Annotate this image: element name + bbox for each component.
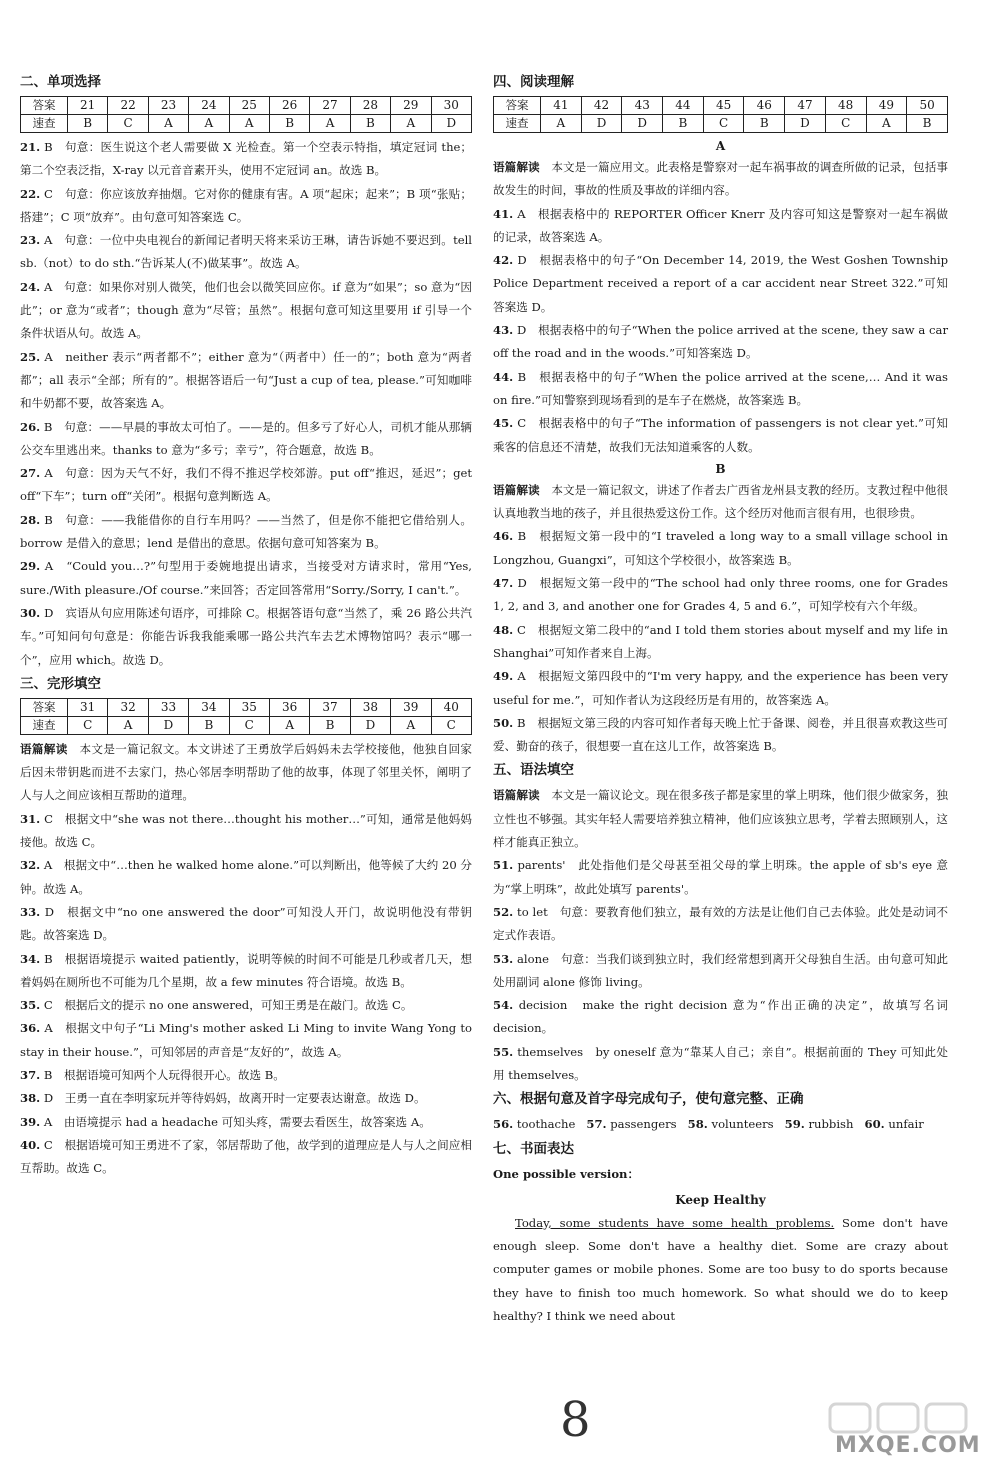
answer-item: 47. D 根据短文第一段中的“The school had only three rooms, one for Grades 1, 2, and 3, and another one for Grades 4, 5 and 6.”，可知学校有六个年级。 <box>493 576 948 614</box>
answer-item: 30. D 宾语从句应用陈述句语序，可排除 C。根据答语句意“当然了，乘 26 路公共汽车。”可知问句句意是：你能告诉我我能乘哪一路公共汽车去艺术博物馆吗？表示“哪一个”，应用 which。故选 D。 <box>20 605 473 667</box>
q-num: 42 <box>581 97 622 115</box>
answer-item: 29. A “Could you…?”句型用于委婉地提出请求，当接受对方请求时，常用“Yes, sure./With pleasure./Of course.”来回答；否定回答常用“Sorry./Sorry, I can't.”。 <box>20 559 472 597</box>
passage-analysis: 语篇解读 本文是一篇议论文。现在很多孩子都是家里的掌上明珠，他们很少做家务，独立性也不够强。其实年轻人需要培养独立精神，他们应该独立思考，学着去照顾别人，这样才能真正独立。 <box>493 788 948 850</box>
q-num: 48 <box>825 97 866 115</box>
q-answer: C <box>431 716 471 734</box>
passage-analysis: 语篇解读 本文是一篇记叙文。本文讲述了王勇放学后妈妈未去学校接他，他独自回家后因未带钥匙而进不去家门，热心邻居李明帮助了他的故事，体现了邻里关怀，阐明了人与人之间应该相互帮助的道理。 <box>20 741 472 803</box>
version-label: One possible version： <box>493 1166 640 1181</box>
part-a-heading: A <box>715 139 726 153</box>
answer-item: 52. to let 句意：要教育他们独立，最有效的方法是让他们自己去体验。此处是动词不定式作表语。 <box>493 904 949 943</box>
answer-item: 42. D 根据表格中的句子“On December 14, 2019, the West Goshen Township Police Department received a report of a car accident near Street 322.”可知答案选 D。 <box>493 253 948 314</box>
q-num: 46 <box>744 97 785 115</box>
right-column <box>493 72 948 1328</box>
answer-item: 21. B 句意：医生说这个老人需要做 X 光检查。第一个空表示特指，填定冠词 the；第二个空表泛指，X-ray 以元音音素开头，使用不定冠词 an。故选 B。 <box>20 140 473 178</box>
q-num: 24 <box>189 97 229 115</box>
answer-item: 40. C 根据语境可知王勇进不了家，邻居帮助了他，故学到的道理应是人与人之间应相互帮助。故选 C。 <box>20 1137 473 1176</box>
q-num: 31 <box>68 698 108 716</box>
q-num: 39 <box>391 698 431 716</box>
q-num: 30 <box>431 97 471 115</box>
answer-item: 45. C 根据表格中的句子“The information of passengers is not clear yet.”可知乘客的信息还不清楚，故我们无法知道乘客的人数。 <box>493 416 949 454</box>
essay-title: Keep Healthy <box>675 1192 766 1207</box>
q-answer: C <box>68 716 108 734</box>
q-answer: A <box>391 716 431 734</box>
answer-item: 41. A 根据表格中的 REPORTER Officer Knerr 及内容可知这是警察对一起车祸做的记录，故答案选 A。 <box>493 206 948 244</box>
q-answer: C <box>229 716 269 734</box>
answer-item: 24. A 句意：如果你对别人微笑，他们也会以微笑回应你。if 意为“如果”；so 意为“因此”；or 意为“或者”；though 意为“尽管；虽然”。根据句意可知这里要用 if 引导一个条件状语从句。故选 A。 <box>20 279 472 341</box>
answer-item: 23. A 句意：一位中央电视台的新闻记者明天将来采访王琳，请告诉她不要迟到。tell sb.（not）to do sth.“告诉某人(不)做某事”。故选 A。 <box>20 233 473 271</box>
table-header: 答案 <box>21 698 68 716</box>
answer-item: 27. A 句意：因为天气不好，我们不得不推迟学校郊游。put off“推迟，延迟”；get off“下车”；turn off“关闭”。根据句意判断选 A。 <box>20 466 473 504</box>
q-num: 49 <box>866 97 907 115</box>
answer-item: 34. B 根据语境提示 waited patiently，说明等候的时间不可能是几秒或者几天，想着妈妈在厕所也不可能为几个星期，故 a few minutes 符合语境。故选 B。 <box>20 951 472 989</box>
q-num: 38 <box>350 698 390 716</box>
answer-item: 31. C 根据文中“she was not there…thought his mother…”可知，通常是他妈妈接他。故选 C。 <box>20 811 472 850</box>
section-title-grammar: 五、语法填空 <box>493 762 574 779</box>
table-header: 答案 <box>21 97 68 115</box>
q-num: 34 <box>189 698 229 716</box>
table-header: 速查 <box>494 115 541 133</box>
q-answer: B <box>663 115 704 133</box>
passage-analysis: 语篇解读 本文是一篇记叙文，讲述了作者去广西省龙州县支教的经历。支教过程中他很认真地教当地的孩子，并且很热爱这份工作。这个经历对他而言很有用，也很珍贵。 <box>493 482 948 521</box>
q-num: 26 <box>269 97 309 115</box>
answer-table-41-50 <box>493 96 948 133</box>
answer-item: 55. themselves by oneself 意为“靠某人自己；亲自”。根据前面的 They 可知此处用 themselves。 <box>493 1044 948 1082</box>
answer-item: 49. A 根据短文第四段中的“I'm very happy, and the experience has been very useful for me.”，可知作者认为这段经历是有用的，故答案选 A。 <box>493 669 948 707</box>
q-answer: C <box>825 115 866 133</box>
answer-item: 33. D 根据文中“no one answered the door”可知没人开门，故说明他没有带钥匙。故答案选 D。 <box>20 904 473 943</box>
q-answer: A <box>229 115 269 133</box>
q-answer: B <box>350 115 390 133</box>
q-answer: A <box>866 115 907 133</box>
q-answer: D <box>785 115 826 133</box>
section-title-single-choice: 二、单项选择 <box>20 74 101 90</box>
q-answer: A <box>189 115 229 133</box>
passage-analysis: 语篇解读 本文是一篇应用文。此表格是警察对一起车祸事故的调查所做的记录，包括事故发生的时间，事故的性质及事故的详细内容。 <box>493 160 948 198</box>
answer-item: 32. A 根据文中“…then he walked home alone.”可以判断出，他等候了大约 20 分钟。故选 A。 <box>20 858 472 896</box>
q-num: 27 <box>310 97 350 115</box>
answer-item: 28. B 句意：——我能借你的自行车用吗？——当然了，但是你不能把它借给别人。borrow 是借入的意思；lend 是借出的意思。依据句意可知答案为 B。 <box>20 512 472 551</box>
q-num: 43 <box>622 97 663 115</box>
q-answer: B <box>310 716 350 734</box>
q-answer: A <box>391 115 431 133</box>
answer-table-21-30 <box>20 96 472 133</box>
answer-item: 51. parents' 此处指他们是父母甚至祖父母的掌上明珠。the apple of sb's eye 意为“掌上明珠”，故此处填写 parents'。 <box>493 858 948 896</box>
q-answer: B <box>68 115 108 133</box>
q-num: 32 <box>108 698 148 716</box>
q-num: 33 <box>148 698 188 716</box>
q-num: 28 <box>350 97 390 115</box>
q-num: 47 <box>785 97 826 115</box>
left-column <box>20 72 472 1180</box>
q-answer: A <box>541 115 582 133</box>
q-num: 29 <box>391 97 431 115</box>
section-title-reading: 四、阅读理解 <box>493 74 574 90</box>
q-answer: B <box>907 115 948 133</box>
section-title-fill-words: 六、根据句意及首字母完成句子，使句意完整、正确 <box>493 1091 804 1108</box>
section-title-writing: 七、书面表达 <box>493 1140 574 1157</box>
watermark-text: MXQE.COM <box>835 1433 981 1458</box>
q-answer: D <box>148 716 188 734</box>
answer-item: 39. A 由语境提示 had a headache 可知头疼，需要去看医生，故答案选 A。 <box>20 1114 431 1129</box>
q-num: 35 <box>229 698 269 716</box>
q-num: 25 <box>229 97 269 115</box>
table-header: 答案 <box>494 97 541 115</box>
table-header: 速查 <box>21 716 68 734</box>
q-answer: D <box>622 115 663 133</box>
q-answer: C <box>108 115 148 133</box>
q-answer: D <box>431 115 471 133</box>
q-answer: C <box>703 115 744 133</box>
q-answer: B <box>744 115 785 133</box>
q-num: 36 <box>269 698 309 716</box>
answer-item: 43. D 根据表格中的句子“When the police arrived at the scene, they saw a car off the road and in the woods.”可知答案选 D。 <box>493 323 948 361</box>
answer-item: 54. decision make the right decision 意为“作出正确的决定”，故填写名词 decision。 <box>493 998 948 1036</box>
answer-item: 44. B 根据表格中的句子“When the police arrived at the scene,… And it was on fire.”可知警察到现场看到的是车子在燃烧，故答案选 B。 <box>493 369 949 407</box>
q-answer: B <box>269 115 309 133</box>
q-num: 41 <box>541 97 582 115</box>
q-answer: D <box>581 115 622 133</box>
answer-item: 25. A neither 表示“两者都不”；either 意为“（两者中）任一的”；both 意为“两者都”；all 表示“全部；所有的”。根据答语后一句“Just a cup of tea, please.”可知咖啡和牛奶都不要，故答案选 A。 <box>20 349 472 411</box>
answer-item: 26. B 句意：——早晨的事故太可怕了。——是的。但多亏了好心人，司机才能从那辆公交车里逃出来。thanks to 意为“多亏；幸亏”，符合题意，故选 B。 <box>20 419 472 457</box>
fill-words-answers: 56. toothache 57. passengers 58. volunteers 59. rubbish 60. unfair <box>493 1117 924 1132</box>
answer-item: 36. A 根据文中句子“Li Ming's mother asked Li Ming to invite Wang Yong to stay in their house.”，可知邻居的声音是“友好的”，故选 A。 <box>20 1021 472 1059</box>
q-num: 44 <box>663 97 704 115</box>
table-header: 速查 <box>21 115 68 133</box>
q-answer: A <box>310 115 350 133</box>
q-num: 23 <box>148 97 188 115</box>
q-answer: D <box>350 716 390 734</box>
q-num: 45 <box>703 97 744 115</box>
answer-table-31-40 <box>20 698 472 735</box>
page-number: 8 <box>560 1392 591 1448</box>
section-title-cloze: 三、完形填空 <box>20 675 101 692</box>
q-num: 37 <box>310 698 350 716</box>
q-num: 22 <box>108 97 148 115</box>
answer-item: 46. B 根据短文第一段中的“I traveled a long way to a small village school in Longzhou, Guangxi”，可知这个学校很小，故答案选 B。 <box>493 529 948 567</box>
q-answer: B <box>189 716 229 734</box>
answer-item: 53. alone 句意：当我们谈到独立时，我们经常想到离开父母独自生活。由句意可知此处用副词 alone 修饰 living。 <box>493 951 949 989</box>
answer-item: 37. B 根据语境可知两个人玩得很开心。故选 B。 <box>20 1067 285 1082</box>
q-num: 40 <box>431 698 471 716</box>
essay-body: Today, some students have some health problems. Some don't have enough sleep. Some don't have a healthy diet. Some are crazy about computer games or mobile phones. Some are too busy to do sports because they have to finish too much homework. So what should we do to keep healthy? I think we need about <box>493 1215 948 1324</box>
q-num: 50 <box>907 97 948 115</box>
q-num: 21 <box>68 97 108 115</box>
answer-item: 35. C 根据后文的提示 no one answered，可知王勇是在敲门。故选 C。 <box>20 998 413 1013</box>
q-answer: A <box>108 716 148 734</box>
q-answer: A <box>269 716 309 734</box>
answer-item: 50. B 根据短文第三段的内容可知作者每天晚上忙于备课、阅卷，并且很喜欢教这些可爱、勤奋的孩子，很想要一直在这儿工作，故答案选 B。 <box>493 715 948 754</box>
answer-item: 38. D 王勇一直在李明家玩并等待妈妈，故离开时一定要表达谢意。故选 D。 <box>20 1091 426 1106</box>
q-answer: A <box>148 115 188 133</box>
answer-item: 22. C 句意：你应该放弃抽烟。它对你的健康有害。A 项“起床；起来”；B 项“张贴；搭建”；C 项“放弃”。由句意可知答案选 C。 <box>20 186 472 224</box>
answer-item: 48. C 根据短文第二段中的“and I told them stories about myself and my life in Shanghai”可知作者来自上海。 <box>493 622 949 660</box>
part-b-heading: B <box>715 461 726 476</box>
